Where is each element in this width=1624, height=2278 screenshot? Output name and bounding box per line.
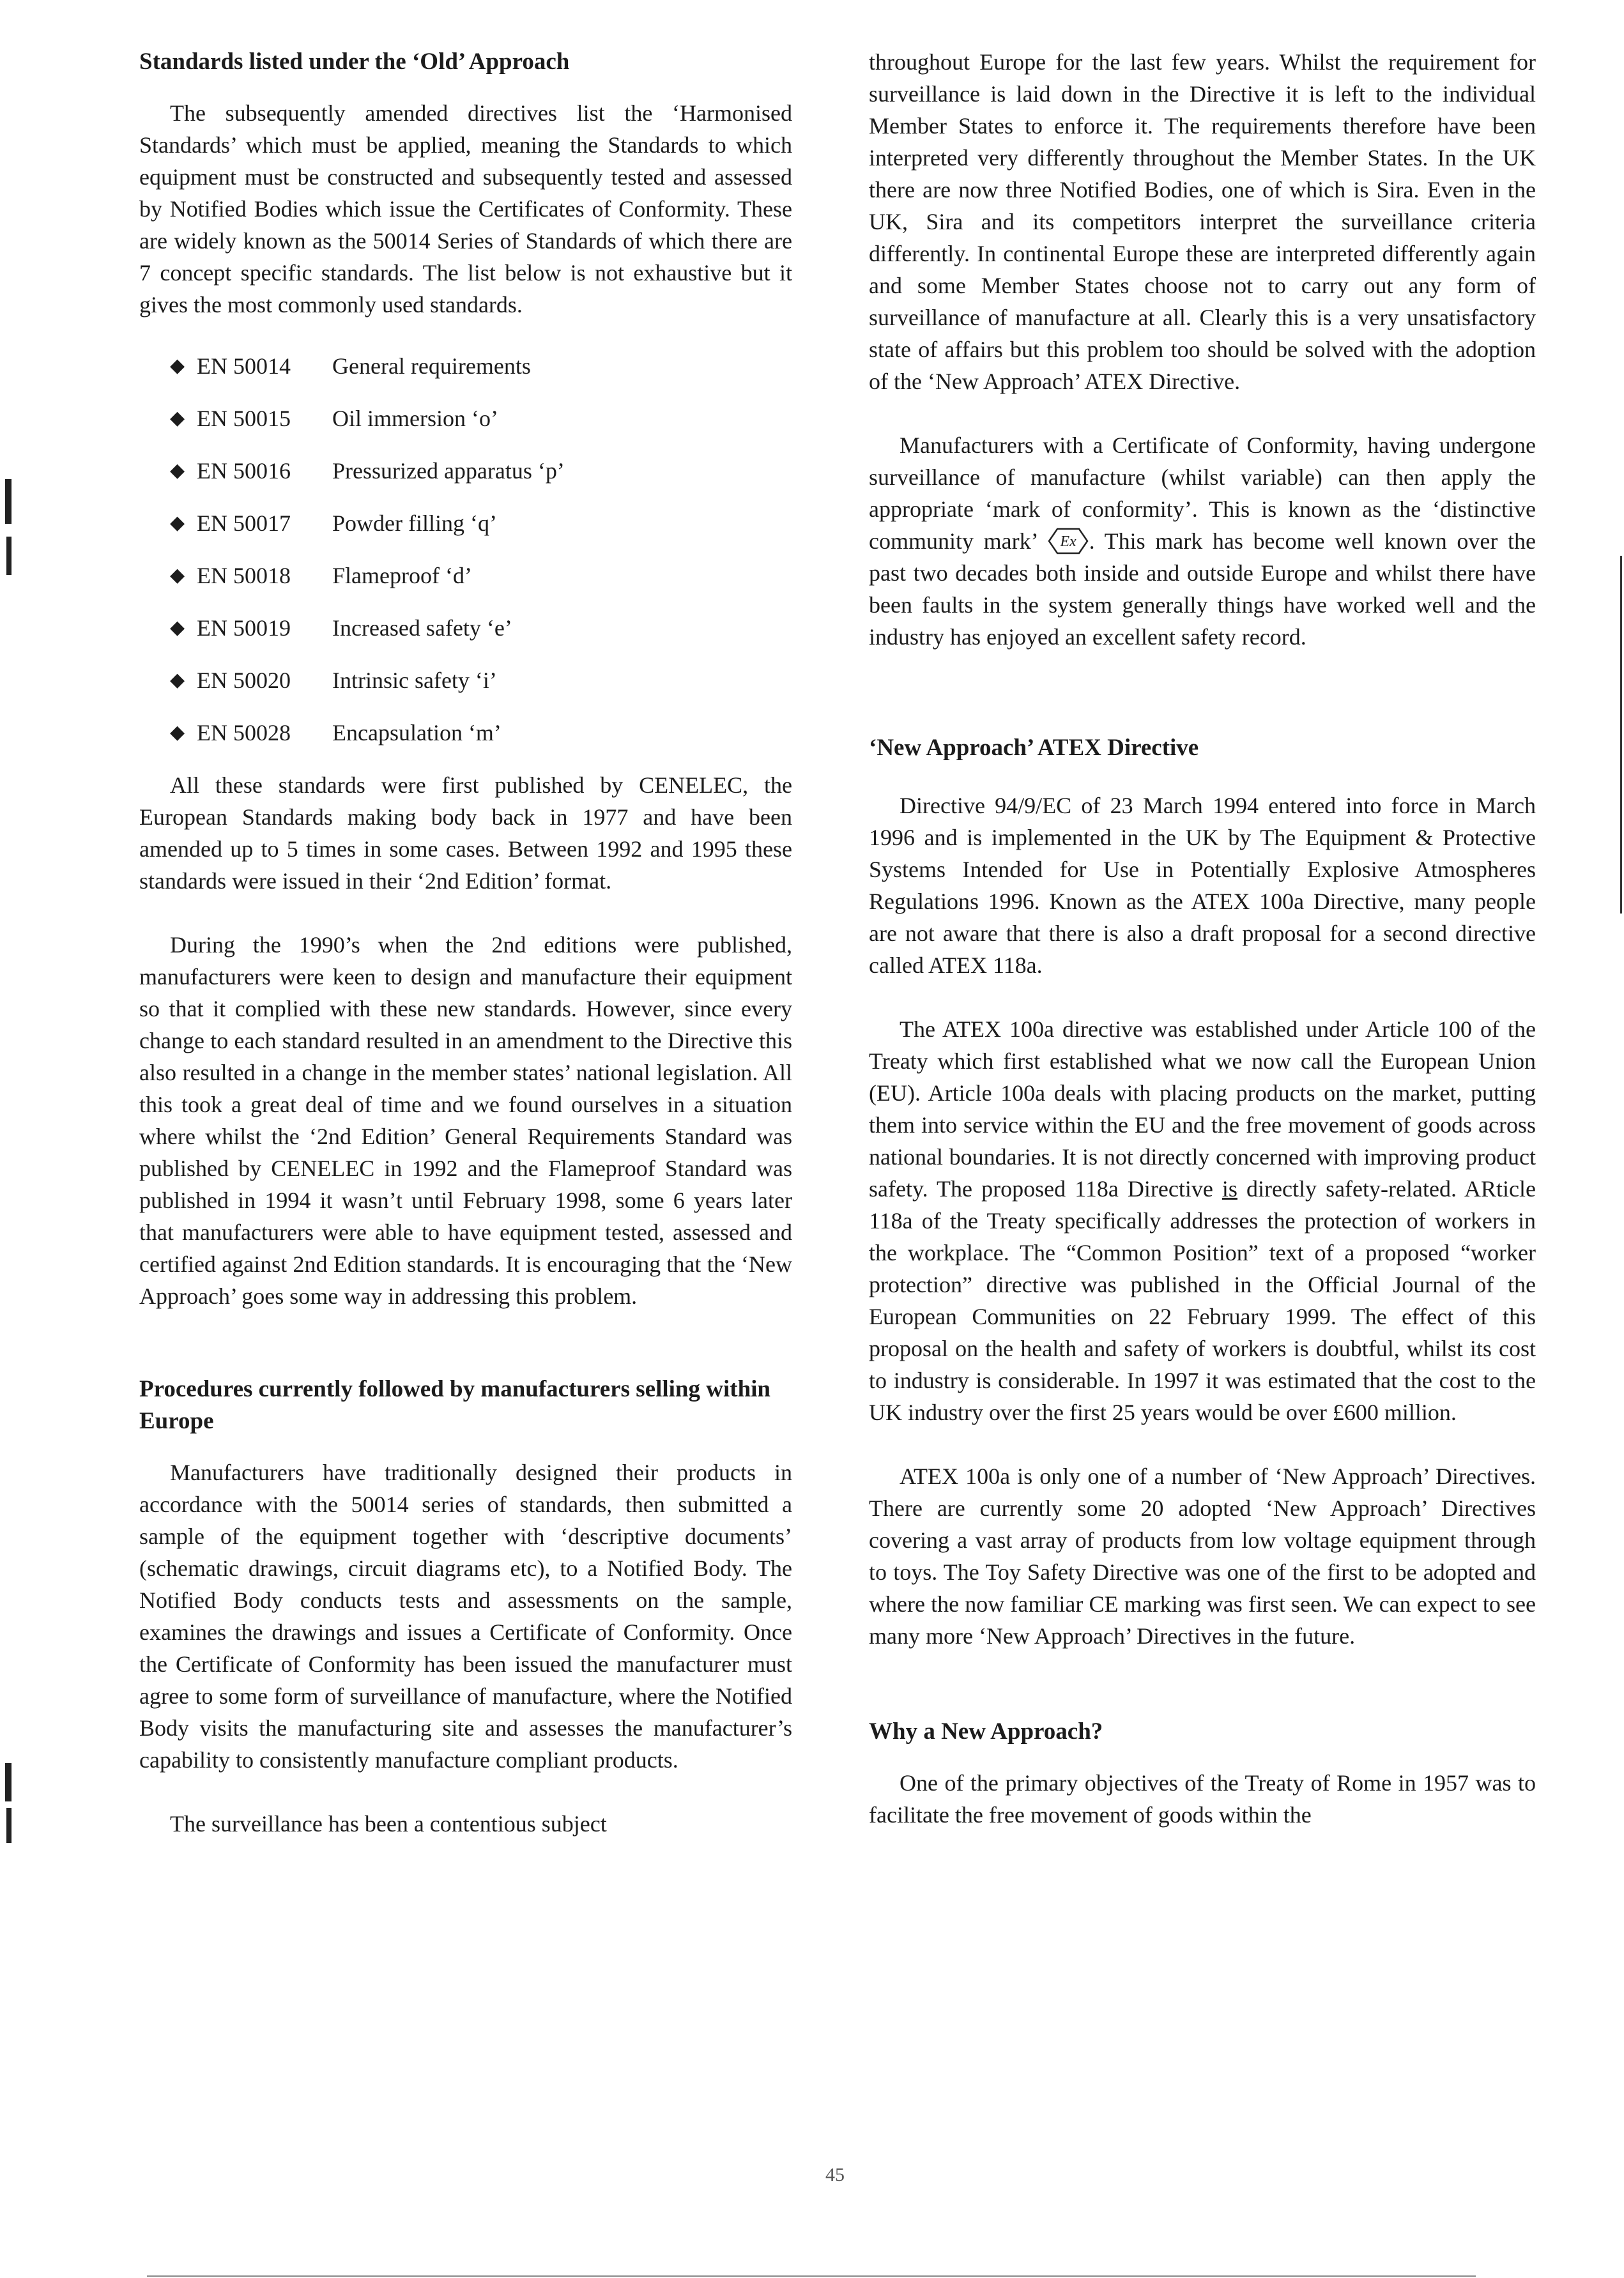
ex-mark-icon xyxy=(1047,527,1089,555)
heading-atex-directive: ‘New Approach’ ATEX Directive xyxy=(869,735,1199,761)
diamond-bullet-icon: ◆ xyxy=(170,460,185,481)
diamond-bullet-icon: ◆ xyxy=(170,512,185,533)
heading-procedures: Procedures currently followed by manufacturers selling within Europe xyxy=(139,1376,770,1434)
list-item: ◆ EN 50020 Intrinsic safety ‘i’ xyxy=(170,664,792,696)
paragraph: One of the primary objectives of the Treaty of Rome in 1957 was to facilitate the free movement of goods within the xyxy=(869,1770,1536,1828)
paragraph: The ATEX 100a directive was established under Article 100 of the Treaty which first established what we now call the European Union (EU). Article 100a deals with placing products on the market, putting them into service within the EU and the free movement of goods across national boundaries. It is not directly concerned with improving product safety. The proposed 118a Directive is directly safety-related. ARticle 118a of the Treaty specifically addresses the protection of workers in the workplace. The “Common Position” text of a proposed “worker protection” directive was published in the Official Journal of the European Communities on 22 February 1999. The effect of this proposal on the health and safety of workers is doubtful, whilst its cost to industry is considerable. In 1997 it was estimated that the cost to the UK industry over the first 25 years would be over £600 million. xyxy=(869,1016,1536,1425)
paragraph: ATEX 100a is only one of a number of ‘New Approach’ Directives. There are currently some 20 adopted ‘New Approach’ Directives covering a vast array of products from low voltage equipment through to toys. The Toy Safety Directive was one of the first to be adopted and where the now familiar CE marking was first seen. We can expect to see many more ‘New Approach’ Directives in the future. xyxy=(869,1464,1536,1649)
paragraph: Manufacturers have traditionally designed their products in accordance with the 50014 series of standards, then submitted a sample of the equipment together with ‘descriptive documents’ (schematic drawings, circuit diagrams etc), to a Notified Body. The Notified Body conducts tests and assessments on the sample, examines the drawings and issues a Certificate of Conformity. Once the Certificate of Conformity has been issued the manufacturer must agree to some form of surveillance of manufacture, where the Notified Body visits the manufacturing site and assesses the manufacturer’s capability to consistently manufacture compliant products. xyxy=(139,1460,792,1773)
right-column xyxy=(869,46,1536,1831)
list-item: ◆ EN 50019 Increased safety ‘e’ xyxy=(170,612,792,644)
list-item: ◆ EN 50018 Flameproof ‘d’ xyxy=(170,560,792,592)
paragraph: All these standards were first published by CENELEC, the European Standards making body back in 1977 and have been amended up to 5 times in some cases. Between 1992 and 1995 these standards were issued in their ‘2nd Edition’ format. xyxy=(139,772,792,894)
page-number: 45 xyxy=(825,2164,845,2185)
svg-text:Ex: Ex xyxy=(1059,533,1076,550)
list-item: ◆ EN 50028 Encapsulation ‘m’ xyxy=(170,717,792,749)
diamond-bullet-icon: ◆ xyxy=(170,617,185,638)
heading-old-approach: Standards listed under the ‘Old’ Approach xyxy=(139,49,570,75)
diamond-bullet-icon: ◆ xyxy=(170,565,185,586)
page-edge-rule xyxy=(1620,556,1622,913)
diamond-bullet-icon: ◆ xyxy=(170,722,185,743)
paragraph: throughout Europe for the last few years. Whilst the requirement for surveillance is laid down in the Directive it is left to the individual Member States to enforce it. The requirements therefore have been interpreted very differently throughout the Member States. In the UK there are now three Notified Bodies, one of which is Sira. Even in the UK, Sira and its competitors interpret the surveillance criteria differently. In continental Europe these are interpreted differently again and some Member States choose not to carry out any form of surveillance of manufacture at all. Clearly this is a very unsatisfactory state of affairs but this problem too should be solved with the adoption of the ‘New Approach’ ATEX Directive. xyxy=(869,49,1536,394)
binding-mark xyxy=(5,479,11,524)
paragraph: During the 1990’s when the 2nd editions were published, manufacturers were keen to design and manufacture their equipment so that it complied with these new standards. However, since every change to each standard resulted in an amendment to the Directive this also resulted in a change in the member states’ national legislation. All this took a great deal of time and we found ourselves in a situation where whilst the ‘2nd Edition’ General Requirements Standard was published by CENELEC in 1992 and the Flameproof Standard was published in 1994 it wasn’t until February 1998, some 6 years later that manufacturers were able to have equipment tested, assessed and certified against 2nd Edition standards. It is encouraging that the ‘New Approach’ goes some way in addressing this problem. xyxy=(139,932,792,1309)
diamond-bullet-icon: ◆ xyxy=(170,408,185,429)
paragraph: Directive 94/9/EC of 23 March 1994 entered into force in March 1996 and is implemented in the UK by The Equipment & Protective Systems Intended for Use in Potentially Explosive Atmospheres Regulations 1996. Known as the ATEX 100a Directive, many people are not aware that there is also a draft proposal for a second directive called ATEX 118a. xyxy=(869,793,1536,978)
diamond-bullet-icon: ◆ xyxy=(170,669,185,691)
list-item: ◆ EN 50017 Powder filling ‘q’ xyxy=(170,507,792,539)
binding-mark xyxy=(6,1808,11,1843)
paragraph: The subsequently amended directives list the ‘Harmonised Standards’ which must be applied, meaning the Standards to which equipment must be constructed and subsequently tested and assessed by Notified Bodies which issue the Certificates of Conformity. These are widely known as the 50014 Series of Standards of which there are 7 concept specific standards. The list below is not exhaustive but it gives the most commonly used standards. xyxy=(139,100,792,317)
list-item: ◆ EN 50014 General requirements xyxy=(170,350,792,382)
diamond-bullet-icon: ◆ xyxy=(170,355,185,376)
list-item: ◆ EN 50016 Pressurized apparatus ‘p’ xyxy=(170,455,792,487)
left-column xyxy=(139,46,792,1840)
page-bottom-rule xyxy=(147,2275,1476,2277)
binding-mark xyxy=(5,1763,11,1801)
paragraph: Manufacturers with a Certificate of Conformity, having undergone surveillance of manufacture (whilst variable) can then apply the appropriate ‘mark of conformity’. This is known as the ‘distinctive community mark’ Ex . This mark has become well known over the past two decades both inside and outside Europe and whilst there have been faults in the system generally things have worked well and the industry has enjoyed an excellent safety record. xyxy=(869,432,1536,650)
paragraph: The surveillance has been a contentious subject xyxy=(170,1811,607,1837)
heading-why-new-approach: Why a New Approach? xyxy=(869,1718,1103,1745)
list-item: ◆ EN 50015 Oil immersion ‘o’ xyxy=(170,402,792,434)
standards-list xyxy=(170,350,792,749)
binding-mark xyxy=(6,537,11,575)
